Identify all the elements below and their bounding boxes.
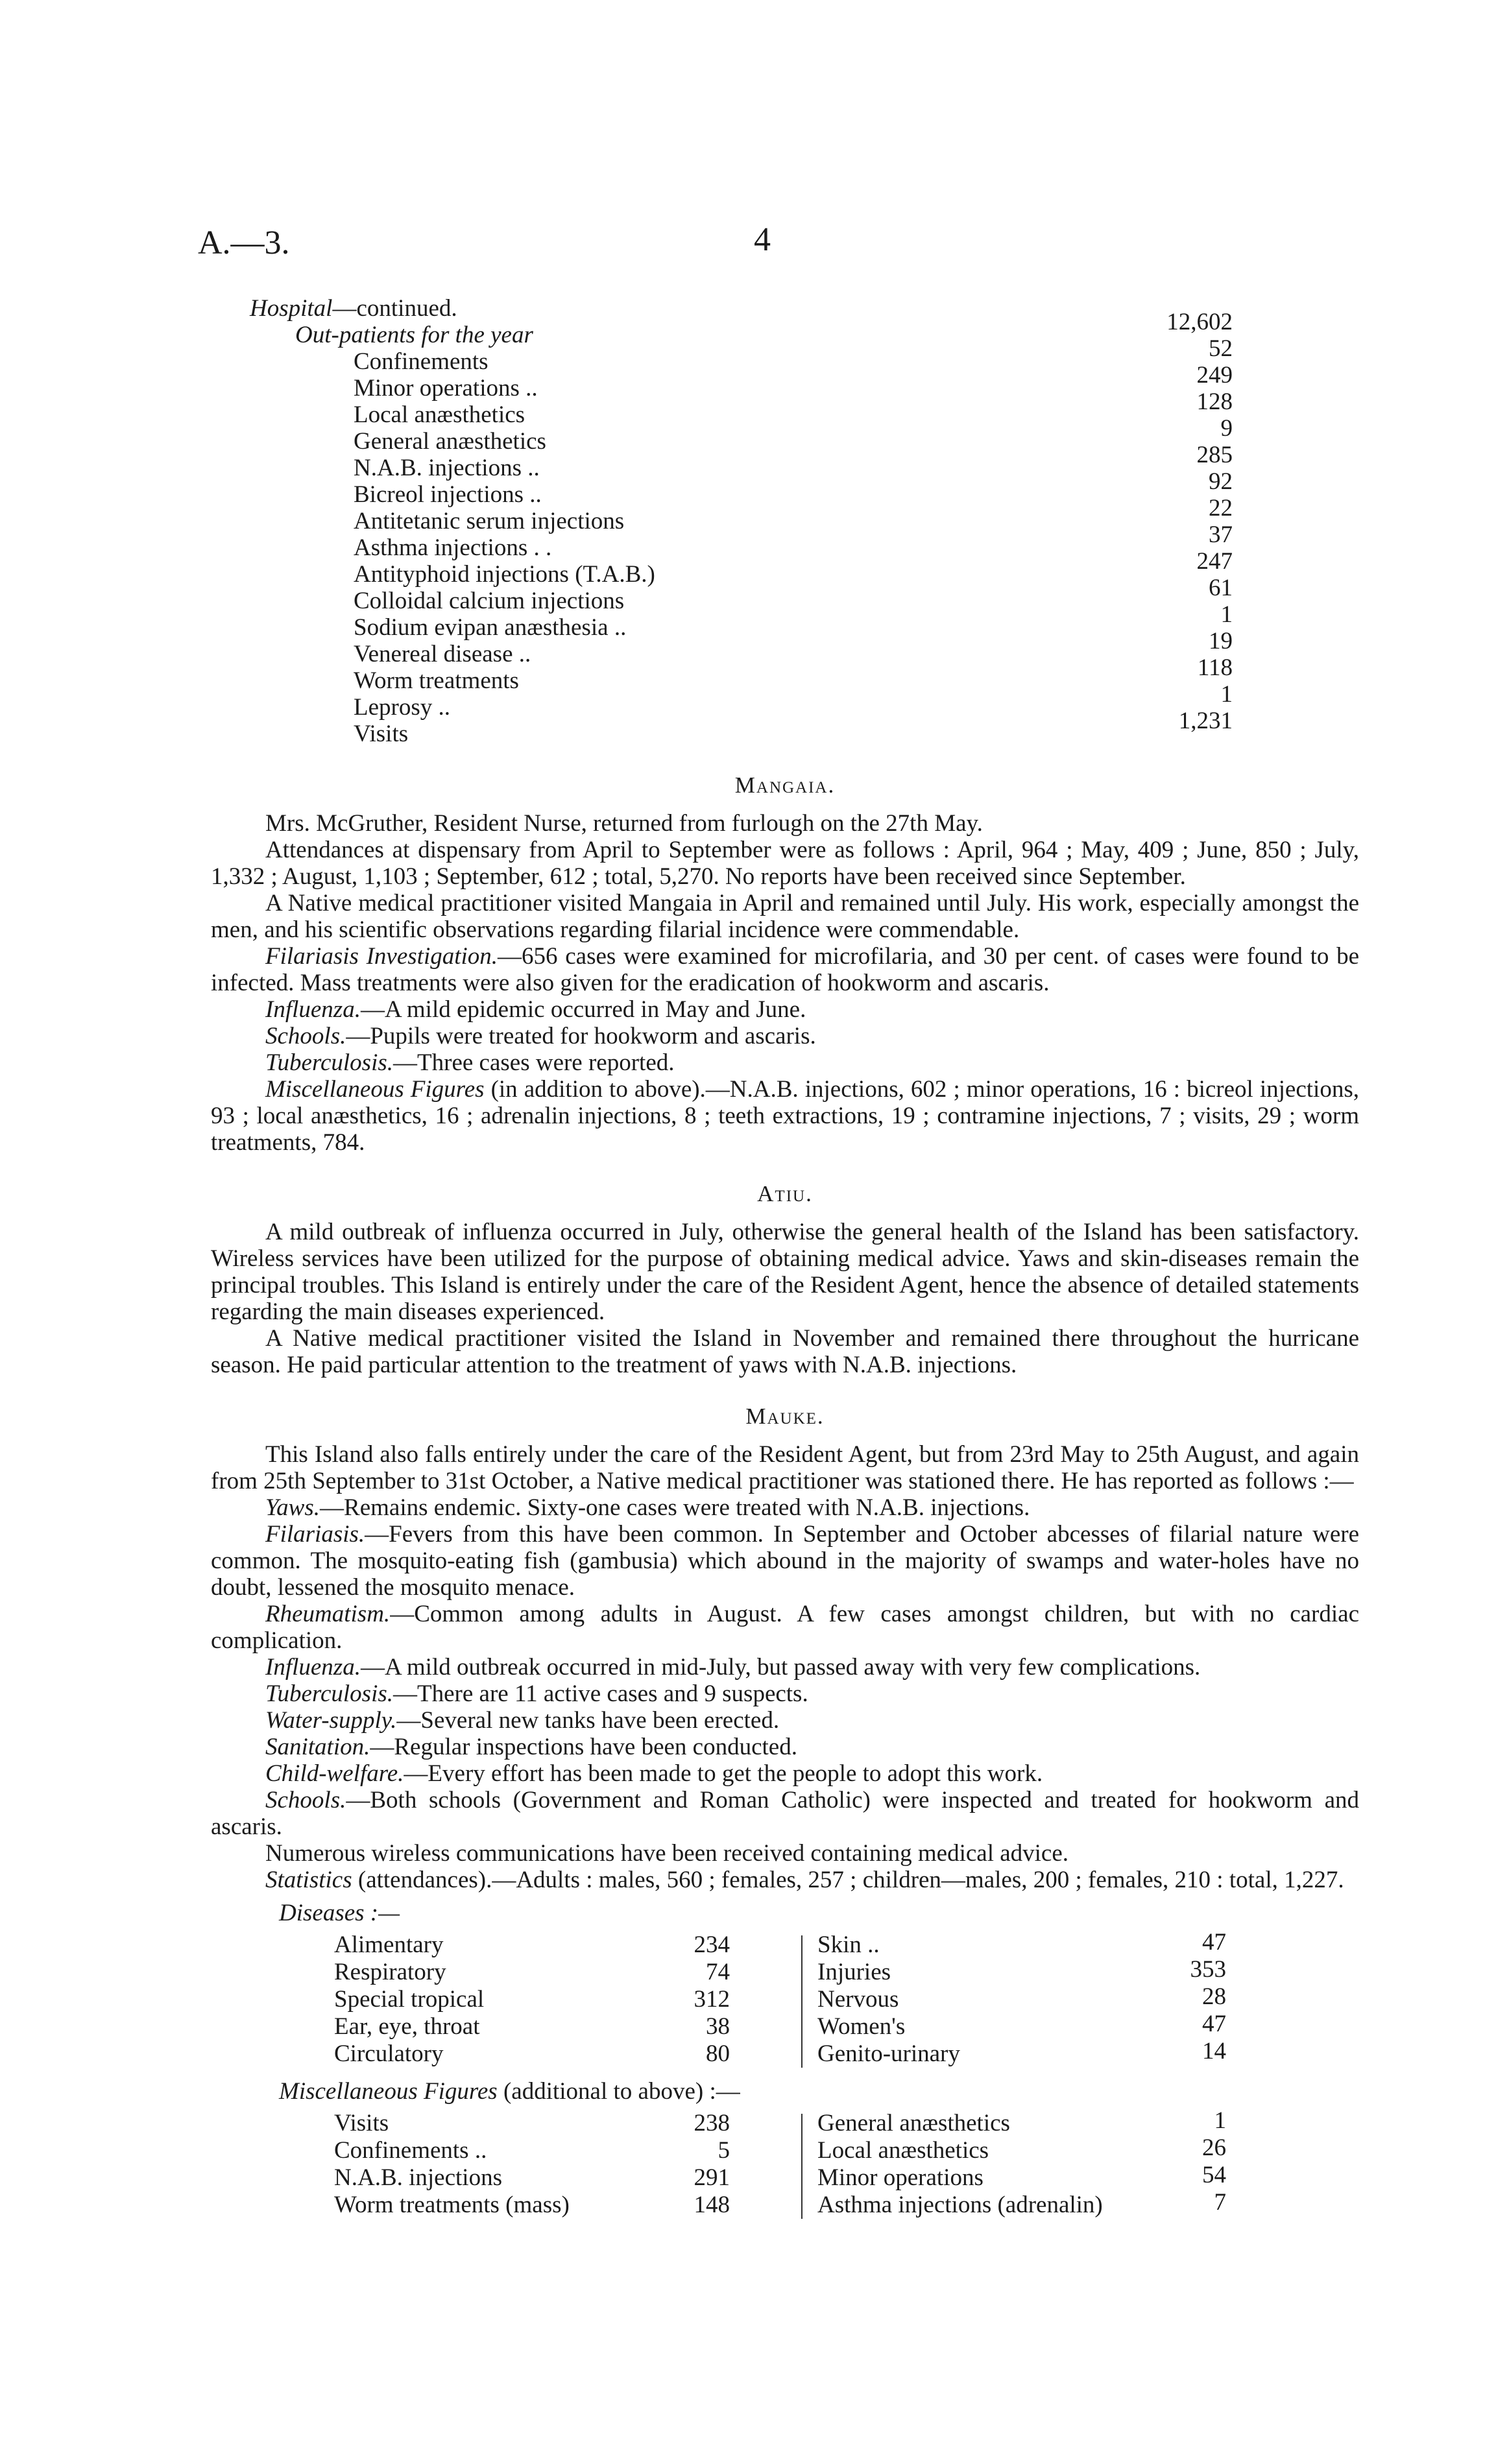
figure-value: 1	[1220, 601, 1233, 628]
mauke-item	[211, 1521, 1359, 1601]
left-label: Confinements ..	[334, 2137, 487, 2164]
left-label: Special tropical	[334, 1986, 485, 2013]
figure-label: Worm treatments	[354, 667, 519, 694]
figure-value: 9	[1220, 415, 1233, 442]
right-value: 54	[1202, 2162, 1226, 2188]
diseases-heading: Diseases :—	[279, 1900, 400, 1926]
diseases-table	[211, 1929, 1359, 2068]
mauke-paragraph: Numerous wireless communications have been received containing medical advice.	[265, 1840, 1069, 1867]
table-row	[211, 1929, 1359, 1959]
mauke-item-text: —Both schools (Government and Roman Catholic) were inspected and treated for hookworm and ascaris.	[211, 1787, 1359, 1840]
right-label: Asthma injections (adrenalin)	[817, 2192, 1103, 2218]
figure-label: Antityphoid injections (T.A.B.)	[354, 561, 655, 588]
section-title-atiu: Atiu.	[757, 1181, 813, 1206]
mauke-item	[211, 1707, 1359, 1734]
mangaia-paragraph: Influenza.—A mild epidemic occurred in May and June.	[265, 996, 806, 1023]
mauke-item	[211, 1654, 1359, 1681]
figure-label: Leprosy ..	[354, 694, 450, 721]
mauke-item-head: Yaws.	[265, 1494, 320, 1521]
figure-value: 1,231	[1178, 708, 1233, 734]
mauke-item	[211, 1681, 1359, 1707]
right-label: Genito-urinary	[817, 2040, 960, 2067]
hospital-figure-row	[211, 708, 1359, 747]
mauke-item-text: —Fevers from this have been common. In September and October abcesses of filarial nature were common. The mosquito-eating fish (gambusia) which abound in the majority of swamps and water-holes have no doubt, lessened the mosquito menace.	[211, 1521, 1359, 1601]
left-label: Respiratory	[334, 1959, 446, 1985]
atiu-paragraph: A mild outbreak of influenza occurred in July, otherwise the general health of the Island has been satisfactory. Wireless services have been utilized for the purpose of obtaining medical advice. Yaws and skin-diseases remain the principal troubles. This Island is entirely under the care of the Resident Agent, hence the absence of detailed statements regarding the main diseases experienced.	[211, 1219, 1359, 1325]
figure-value: 37	[1209, 521, 1233, 548]
mangaia-paragraph: Miscellaneous Figures (in addition to above).—N.A.B. injections, 602 ; minor operations, 16 : bicreol injections, 93 ; local anæsthetics, 16 ; adrenalin injections, 8 ; teeth extractions, 19 ; contramine injections, 7 ; visits, 29 ; worm treatments, 784.	[211, 1076, 1359, 1156]
right-value: 47	[1202, 1929, 1226, 1956]
left-value: 312	[694, 1986, 730, 2013]
page-number: 4	[754, 221, 771, 258]
hospital-figure-row	[211, 389, 1359, 428]
mauke-item-text: —Every effort has been made to get the people to adopt this work.	[404, 1760, 1043, 1787]
figure-label: Confinements	[354, 348, 489, 375]
left-value: 234	[694, 1932, 730, 1958]
left-value: 74	[706, 1959, 730, 1985]
mauke-item-head: Tuberculosis.	[265, 1681, 394, 1707]
right-label: Women's	[817, 2013, 906, 2040]
right-label: Injuries	[817, 1959, 891, 1985]
left-label: Visits	[334, 2110, 389, 2136]
mauke-item-head: Water-supply.	[265, 1707, 397, 1734]
right-value: 1	[1214, 2107, 1226, 2134]
mauke-item-head: Child-welfare.	[265, 1760, 404, 1787]
table-row	[211, 1956, 1359, 1986]
right-value: 28	[1202, 1983, 1226, 2010]
figure-value: 22	[1209, 495, 1233, 521]
mangaia-paragraph: A Native medical practitioner visited Mangaia in April and remained until July. His work, especially amongst the men, and his scientific observations regarding filarial incidence were commendable.	[211, 890, 1359, 943]
mauke-paragraph: This Island also falls entirely under the care of the Resident Agent, but from 23rd May to 25th August, and again from 25th September to 31st October, a Native medical practitioner was stationed there. He has reported as follows :—	[211, 1441, 1359, 1494]
mangaia-paragraph: Mrs. McGruther, Resident Nurse, returned from furlough on the 27th May.	[265, 810, 983, 837]
hospital-figure-row	[211, 495, 1359, 534]
right-value: 14	[1202, 2038, 1226, 2064]
right-label: Minor operations	[817, 2164, 984, 2191]
right-label: General anæsthetics	[817, 2110, 1010, 2136]
misc-figures-heading: Miscellaneous Figures (additional to above) :—	[279, 2078, 740, 2105]
mangaia-paragraph: Attendances at dispensary from April to September were as follows : April, 964 ; May, 409 ; June, 850 ; July, 1,332 ; August, 1,103 ; September, 612 ; total, 5,270. No reports have been received since September.	[211, 837, 1359, 890]
figure-label: Bicreol injections ..	[354, 481, 542, 508]
outpatients-row: Out-patients for the year 12,602	[295, 309, 1233, 348]
figure-label: Venereal disease ..	[354, 641, 531, 667]
mauke-item-text: —Remains endemic. Sixty-one cases were treated with N.A.B. injections.	[320, 1494, 1030, 1521]
figure-label: Asthma injections . .	[354, 534, 552, 561]
figure-value: 19	[1209, 628, 1233, 654]
mauke-statistics: Statistics (attendances).—Adults : males, 560 ; females, 257 ; children—males, 200 ; females, 210 : total, 1,227.	[265, 1867, 1344, 1893]
mauke-items-list	[211, 1494, 1359, 1840]
left-label: N.A.B. injections	[334, 2164, 502, 2191]
mangaia-paragraph: Tuberculosis.—Three cases were reported.	[265, 1049, 675, 1076]
left-label: Ear, eye, throat	[334, 2013, 480, 2040]
hospital-figure-row	[211, 415, 1359, 455]
mangaia-paragraph: Schools.—Pupils were treated for hookworm and ascaris.	[265, 1023, 816, 1049]
mauke-item	[211, 1601, 1359, 1654]
hospital-heading: Hospital—continued.	[250, 295, 457, 322]
mauke-item-text: —There are 11 active cases and 9 suspects.	[393, 1681, 808, 1707]
left-value: 148	[694, 2192, 730, 2218]
mauke-item	[211, 1787, 1359, 1840]
figure-value: 52	[1209, 335, 1233, 362]
mauke-item-head: Influenza.	[265, 1654, 361, 1681]
right-value: 353	[1190, 1956, 1226, 1983]
left-label: Alimentary	[334, 1932, 444, 1958]
hospital-figure-row	[211, 442, 1359, 481]
left-label: Worm treatments (mass)	[334, 2192, 570, 2218]
right-value: 47	[1202, 2011, 1226, 2037]
figure-label: Sodium evipan anæsthesia ..	[354, 614, 627, 641]
mauke-item-text: —Regular inspections have been conducted.	[370, 1734, 797, 1760]
table-row	[211, 2137, 1359, 2164]
right-value: 26	[1202, 2135, 1226, 2161]
mangaia-paragraph: Filariasis Investigation.—656 cases were examined for microfilaria, and 30 per cent. of cases were found to be infected. Mass treatments were also given for the eradication of hookworm and ascaris.	[211, 943, 1359, 996]
figure-label: General anæsthetics	[354, 428, 546, 455]
hospital-figure-row	[211, 628, 1359, 667]
mauke-item-head: Filariasis.	[265, 1521, 365, 1548]
table-row	[211, 2040, 1359, 2068]
right-label: Local anæsthetics	[817, 2137, 989, 2164]
figure-value: 92	[1209, 468, 1233, 495]
hospital-figure-row	[211, 575, 1359, 614]
mauke-item-text: —Several new tanks have been erected.	[396, 1707, 780, 1734]
mauke-item	[211, 1494, 1359, 1521]
figure-label: N.A.B. injections ..	[354, 455, 540, 481]
atiu-paragraph: A Native medical practitioner visited the Island in November and remained there throughout the hurricane season. He paid particular attention to the treatment of yaws with N.A.B. injections.	[211, 1325, 1359, 1378]
hospital-figure-row	[211, 335, 1359, 375]
mauke-item-head: Schools.	[265, 1787, 346, 1813]
section-title-mangaia: Mangaia.	[734, 772, 836, 798]
figure-label: Minor operations ..	[354, 375, 538, 401]
figure-value: 1	[1220, 681, 1233, 708]
figure-value: 247	[1196, 548, 1233, 575]
misc-figures-table	[211, 2107, 1359, 2219]
left-value: 238	[694, 2110, 730, 2136]
figure-value: 118	[1197, 654, 1233, 681]
mauke-item-head: Sanitation.	[265, 1734, 370, 1760]
left-value: 291	[694, 2164, 730, 2191]
table-row	[211, 2164, 1359, 2192]
table-row	[211, 2013, 1359, 2040]
hospital-figure-row	[211, 548, 1359, 588]
figure-value: 249	[1196, 362, 1233, 389]
mauke-item	[211, 1760, 1359, 1787]
figure-value: 285	[1196, 442, 1233, 468]
hospital-figures-list	[211, 335, 1359, 747]
page-body	[211, 295, 1359, 2219]
left-value: 5	[718, 2137, 730, 2164]
figure-label: Colloidal calcium injections	[354, 588, 625, 614]
mauke-item-text: —Common among adults in August. A few cases amongst children, but with no cardiac complication.	[211, 1601, 1359, 1654]
mauke-item-text: —A mild outbreak occurred in mid-July, but passed away with very few complications.	[360, 1654, 1201, 1681]
table-row	[211, 2189, 1359, 2219]
mauke-item-head: Rheumatism.	[265, 1601, 391, 1627]
figure-value: 128	[1196, 389, 1233, 415]
left-value: 38	[706, 2013, 730, 2040]
document-reference: A.—3.	[198, 224, 290, 261]
figure-label: Antitetanic serum injections	[354, 508, 625, 534]
figure-label: Visits	[354, 721, 409, 747]
right-label: Skin ..	[817, 1932, 880, 1958]
table-row	[211, 1983, 1359, 2013]
section-title-mauke: Mauke.	[745, 1404, 825, 1429]
figure-label: Local anæsthetics	[354, 401, 525, 428]
left-label: Circulatory	[334, 2040, 444, 2067]
right-value: 7	[1214, 2189, 1226, 2216]
mauke-item	[211, 1734, 1359, 1760]
right-label: Nervous	[817, 1986, 899, 2013]
table-row	[211, 2107, 1359, 2137]
figure-value: 61	[1209, 575, 1233, 601]
hospital-figure-row	[211, 362, 1359, 401]
left-value: 80	[706, 2040, 730, 2067]
